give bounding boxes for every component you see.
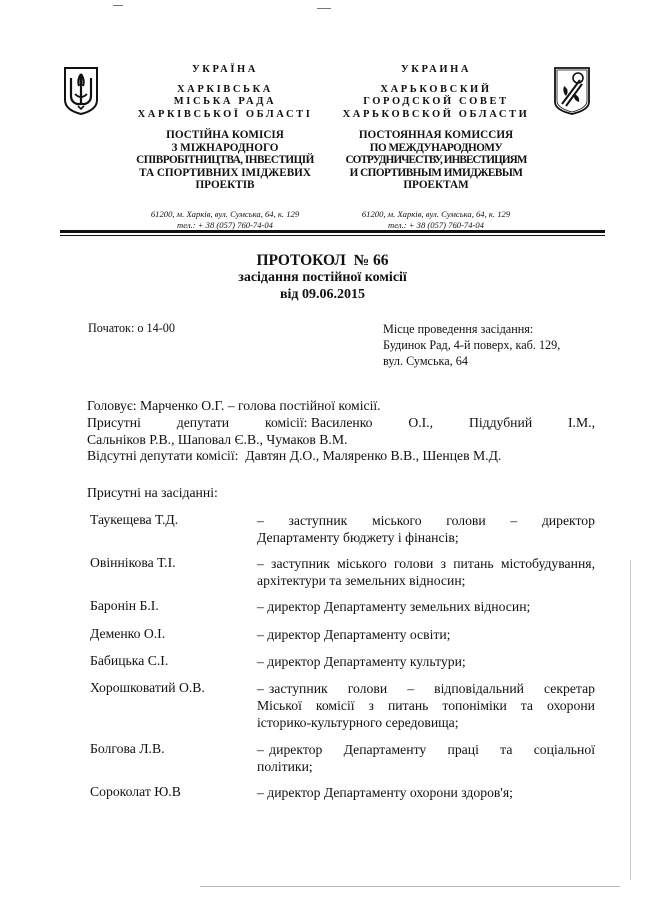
attendee-role <box>257 555 595 589</box>
commission-line: ПОСТІЙНА КОМІСІЯ <box>166 129 284 141</box>
country-label: УКРАИНА <box>400 64 472 75</box>
header-divider <box>60 230 605 233</box>
role-line: – директор Департаменту земельних відносин; <box>257 599 531 614</box>
phone-line: тел.: + 38 (057) 760-74-04 <box>388 219 484 230</box>
role-line: – директор Департаменту праці та соціальної <box>257 742 595 757</box>
commission-line: ПОСТОЯННАЯ КОМИССИЯ <box>358 129 514 141</box>
commission-line: СОТРУДНИЧЕСТВУ, ИНВЕСТИЦИЯМ <box>345 154 527 166</box>
commission-line: СПІВРОБІТНИЦТВА, ІНВЕСТИЦІЙ <box>136 154 314 166</box>
attendee-role <box>257 784 595 801</box>
meeting-start: Початок: о 14-00 <box>88 321 175 335</box>
role-line: – заступник міського голови – директор <box>257 513 595 528</box>
attendee-role <box>257 512 595 546</box>
attendee-role <box>257 598 595 615</box>
scan-artifact-line <box>630 560 631 880</box>
commission-line: ПРОЕКТАМ <box>403 179 469 191</box>
role-line: – директор Департаменту культури; <box>257 654 466 669</box>
address-left <box>120 209 330 230</box>
role-line: Департаменту бюджету і фінансів; <box>257 530 459 545</box>
scan-speck <box>113 5 123 6</box>
protocol-title: ПРОТОКОЛ № 66 <box>256 252 389 269</box>
role-line: історико-культурного середовища; <box>257 715 459 730</box>
council-line: МІСЬКА РАДА <box>173 96 277 107</box>
attendee-name: Болгова Л.В. <box>90 741 165 756</box>
council-line: ХАРКІВСЬКОЇ ОБЛАСТІ <box>137 108 313 120</box>
role-line: архітектури та земельних відносин; <box>257 573 466 588</box>
attendee-role <box>257 653 595 670</box>
commission-line: З МІЖНАРОДНОГО <box>171 141 279 154</box>
protocol-date: від 09.06.2015 <box>279 287 366 302</box>
present-word: Присутні <box>87 415 141 430</box>
header-left <box>120 64 330 192</box>
protocol-subtitle: засідання постійної комісії <box>238 270 407 285</box>
header-right <box>330 64 542 192</box>
commission-line: ТА СПОРТИВНИХ ІМІДЖЕВИХ <box>139 166 311 179</box>
present-word: І.М., <box>568 415 595 430</box>
attendee-name: Деменко О.І. <box>90 626 166 641</box>
commission-line: ПРОЕКТІВ <box>195 179 255 191</box>
attendee-role <box>257 680 595 731</box>
chair-line: Головує: Марченко О.Г. – голова постійної комісії. <box>87 398 381 413</box>
present-word: Піддубний <box>468 415 533 430</box>
present-word: комісії: Василенко <box>264 415 373 430</box>
place-line: вул. Сумська, 64 <box>383 354 468 368</box>
scan-speck <box>317 8 331 9</box>
present-word: О.І., <box>408 415 434 430</box>
commission-line: ПО МЕЖДУНАРОДНОМУ <box>369 141 503 154</box>
attendee-name: Бабицька С.І. <box>90 653 169 668</box>
place-line: Будинок Рад, 4-й поверх, каб. 129, <box>383 338 561 352</box>
present-line <box>87 414 595 431</box>
attendee-role <box>257 626 595 643</box>
role-line: Міської комісії з питань топоніміки та охорони <box>257 698 595 713</box>
commission-line: И СПОРТИВНЫМ ИМИДЖЕВЫМ <box>349 166 523 179</box>
role-line: – директор Департаменту освіти; <box>257 627 451 642</box>
address-right <box>330 209 542 230</box>
country-label: УКРАЇНА <box>191 64 258 75</box>
ukraine-coat-of-arms-icon <box>62 66 100 116</box>
absent-line: Відсутні депутати комісії: Давтян Д.О., Маляренко В.В., Шенцев М.Д. <box>87 448 502 463</box>
council-line: ХАРЬКОВСКИЙ <box>380 83 492 95</box>
attendee-role <box>257 741 595 775</box>
phone-line: тел.: + 38 (057) 760-74-04 <box>177 219 273 230</box>
header-divider <box>60 235 605 236</box>
place-label: Місце проведення засідання: <box>383 322 534 336</box>
role-line: – заступник міського голови з питань містобудування, <box>257 556 595 571</box>
address-line: 61200, м. Харків, вул. Сумська, 64, к. 129 <box>361 209 511 219</box>
attendee-name: Овіннікова Т.І. <box>90 555 176 570</box>
attendees-heading: Присутні на засіданні: <box>87 485 218 500</box>
role-line: політики; <box>257 759 313 774</box>
scan-artifact-line <box>200 886 620 887</box>
address-line: 61200, м. Харків, вул. Сумська, 64, к. 129 <box>150 209 300 219</box>
attendee-name: Таукещева Т.Д. <box>90 512 179 527</box>
present-word: депутати <box>176 415 230 430</box>
present-line: Сальніков Р.В., Шаповал Є.В., Чумаков В.М. <box>87 432 348 447</box>
attendee-name: Хорошковатий О.В. <box>90 680 205 695</box>
meeting-place <box>383 321 560 369</box>
kharkiv-coat-of-arms-icon <box>552 66 592 116</box>
attendee-name: Сороколат Ю.В <box>90 784 181 799</box>
role-line: – заступник голови – відповідальний секретар <box>257 681 595 696</box>
attendee-name: Баронін Б.І. <box>90 598 159 613</box>
council-line: ГОРОДСКОЙ СОВЕТ <box>363 96 509 107</box>
council-line: ХАРКІВСЬКА <box>176 83 273 95</box>
role-line: – директор Департаменту охорони здоров'я; <box>257 785 513 800</box>
council-line: ХАРЬКОВСКОЙ ОБЛАСТИ <box>342 108 530 120</box>
